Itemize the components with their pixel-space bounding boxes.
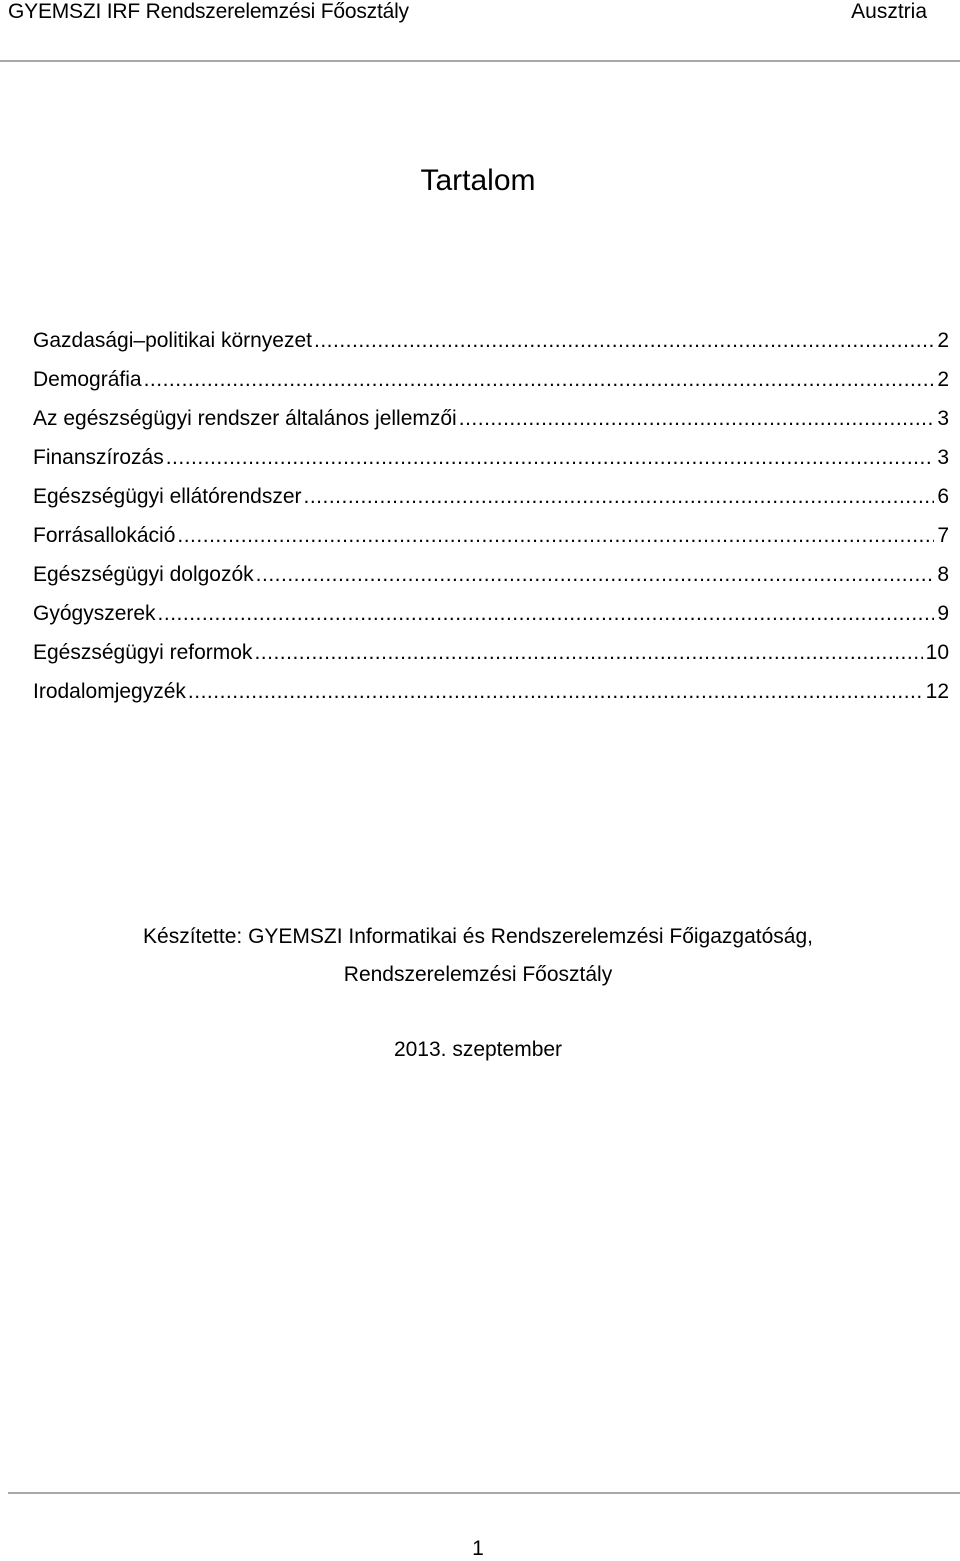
toc-entry[interactable]	[33, 679, 949, 718]
page-header	[0, 0, 960, 62]
toc-dot-leader	[158, 601, 935, 627]
toc-entry-label: Egészségügyi reformok	[33, 641, 253, 664]
toc-entry[interactable]	[33, 406, 949, 445]
footer-divider	[8, 1492, 960, 1494]
toc-entry[interactable]	[33, 640, 949, 679]
header-divider	[0, 60, 960, 62]
toc-entry-label: Az egészségügyi rendszer általános jellemzői	[33, 407, 457, 430]
toc-entry-page: 10	[925, 641, 949, 664]
table-of-contents	[33, 328, 949, 718]
toc-entry[interactable]	[33, 484, 949, 523]
toc-entry-page: 2	[937, 368, 949, 391]
toc-entry-page: 3	[937, 446, 949, 469]
toc-entry-label: Irodalomjegyzék	[33, 680, 186, 703]
toc-entry[interactable]	[33, 328, 949, 367]
toc-entry-page: 2	[937, 329, 949, 352]
author-line-1: Készítette: GYEMSZI Informatikai és Rendszerelemzési Főigazgatóság,	[143, 925, 813, 948]
toc-dot-leader	[144, 367, 935, 393]
toc-entry-label: Gyógyszerek	[33, 602, 156, 625]
page-number: 1	[472, 1537, 484, 1560]
toc-dot-leader	[254, 640, 922, 666]
toc-entry-page: 12	[925, 680, 949, 703]
toc-entry-label: Egészségügyi dolgozók	[33, 563, 254, 586]
author-line-2: Rendszerelemzési Főosztály	[343, 963, 613, 986]
author-block	[0, 918, 956, 994]
toc-entry[interactable]	[33, 367, 949, 406]
toc-entry[interactable]	[33, 523, 949, 562]
toc-entry-page: 3	[937, 407, 949, 430]
toc-entry-page: 8	[937, 563, 949, 586]
toc-entry-page: 7	[937, 524, 949, 547]
toc-entry-label: Finanszírozás	[33, 446, 164, 469]
toc-dot-leader	[256, 562, 935, 588]
toc-entry-label: Demográfia	[33, 368, 142, 391]
publication-date: 2013. szeptember	[393, 1038, 563, 1061]
toc-title: Tartalom	[420, 164, 536, 197]
toc-dot-leader	[459, 406, 935, 432]
header-country: Ausztria	[851, 0, 927, 23]
toc-entry[interactable]	[33, 601, 949, 640]
toc-entry-label: Forrásallokáció	[33, 524, 176, 547]
toc-dot-leader	[177, 523, 934, 549]
toc-entry[interactable]	[33, 562, 949, 601]
toc-entry-page: 9	[937, 602, 949, 625]
toc-dot-leader	[304, 484, 935, 510]
toc-dot-leader	[188, 679, 923, 705]
toc-entry[interactable]	[33, 445, 949, 484]
toc-entry-label: Egészségügyi ellátórendszer	[33, 485, 302, 508]
toc-dot-leader	[314, 328, 934, 354]
toc-entry-label: Gazdasági–politikai környezet	[33, 329, 312, 352]
toc-dot-leader	[166, 445, 935, 471]
toc-entry-page: 6	[937, 485, 949, 508]
header-organization: GYEMSZI IRF Rendszerelemzési Főosztály	[8, 0, 409, 23]
